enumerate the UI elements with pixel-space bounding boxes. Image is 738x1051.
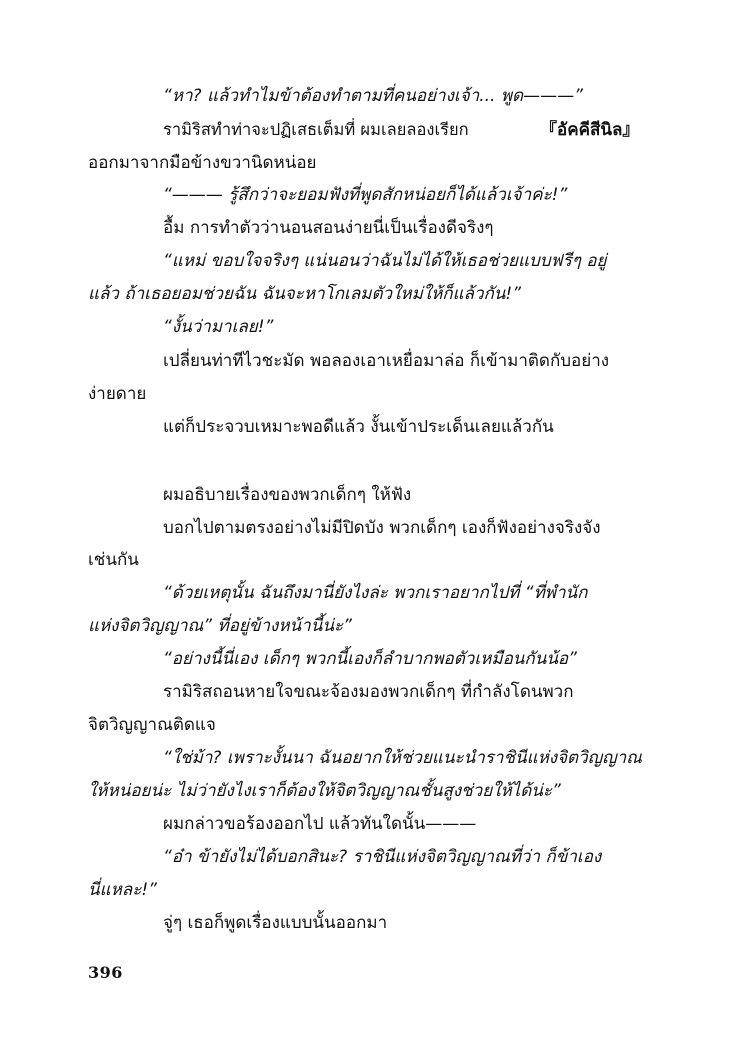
paragraph-line: เช่นกัน: [88, 550, 139, 570]
page-number: 396: [88, 963, 123, 982]
paragraph-line: ผมอธิบายเรื่องของพวกเด็กๆ ให้ฟัง: [163, 485, 412, 505]
paragraph-line: แล้ว ถ้าเธอยอมช่วยฉัน ฉันจะหาโกเลมตัวใหม่ให้ก็แล้วกัน!”: [88, 284, 522, 304]
paragraph-line: รามิริสถอนหายใจขณะจ้องมองพวกเด็กๆ ที่กำลังโดนพวก: [163, 682, 574, 702]
paragraph-line: แต่ก็ประจวบเหมาะพอดีแล้ว งั้นเข้าประเด็นเลยแล้วกัน: [163, 417, 554, 437]
paragraph-line: “แหม่ ขอบใจจริงๆ แน่นอนว่าฉันไม่ได้ให้เธอช่วยแบบฟรีๆ อยู่: [163, 251, 607, 271]
paragraph-line: นี่แหละ!”: [88, 880, 157, 900]
paragraph-line: ออกมาจากมือข้างขวานิดหน่อย: [88, 153, 317, 173]
paragraph-line: ผมกล่าวขอร้องออกไป แล้วทันใดนั้น———: [163, 814, 477, 834]
paragraph-line: “อย่างนี้นี่เอง เด็กๆ พวกนี้เองก็ลำบากพอตัวเหมือนกันน้อ”: [163, 649, 577, 669]
paragraph-line: รามิริสทำท่าจะปฏิเสธเต็มที่ ผมเลยลองเรียก: [163, 120, 469, 139]
paragraph-line: จิตวิญญาณติดแจ: [88, 715, 216, 735]
skill-name: 『อัคคีสีนิล』: [540, 120, 640, 140]
paragraph-line: “ด้วยเหตุนั้น ฉันถึงมานี่ยังไงล่ะ พวกเราอยากไปที่ “ที่พำนัก: [163, 583, 588, 603]
paragraph-line: บอกไปตามตรงอย่างไม่มีปิดบัง พวกเด็กๆ เองก็ฟังอย่างจริงจัง: [163, 518, 601, 538]
paragraph-line: จู่ๆ เธอก็พูดเรื่องแบบนั้นออกมา: [163, 913, 388, 933]
paragraph-line: “——— รู้สึกว่าจะยอมฟังที่พูดสักหน่อยก็ได้แล้วเจ้าค่ะ!”: [163, 185, 568, 205]
paragraph-line: “ใช่ม้า? เพราะงั้นนา ฉันอยากให้ช่วยแนะนำราชินีแห่งจิตวิญญาณ: [163, 748, 642, 768]
paragraph-line: “งั้นว่ามาเลย!”: [163, 317, 274, 337]
paragraph-line: แห่งจิตวิญญาณ” ที่อยู่ข้างหน้านี้น่ะ”: [88, 616, 352, 636]
paragraph-line: “หา? แล้วทำไมข้าต้องทำตามที่คนอย่างเจ้า... พูด———”: [163, 86, 583, 106]
paragraph-line: ง่ายดาย: [88, 384, 147, 404]
paragraph-line: เปลี่ยนท่าทีไวชะมัด พอลองเอาเหยื่อมาล่อ ก็เข้ามาติดกับอย่าง: [163, 351, 610, 371]
paragraph-line: อื้ม การทำตัวว่านอนสอนง่ายนี่เป็นเรื่องดีจริงๆ: [163, 218, 494, 238]
paragraph-line: “อ๋า ข้ายังไม่ได้บอกสินะ? ราชินีแห่งจิตวิญญาณที่ว่า ก็ข้าเอง: [163, 847, 602, 867]
paragraph-line: ให้หน่อยน่ะ ไม่ว่ายังไงเราก็ต้องให้จิตวิญญาณชั้นสูงช่วยให้ได้น่ะ”: [88, 781, 561, 801]
